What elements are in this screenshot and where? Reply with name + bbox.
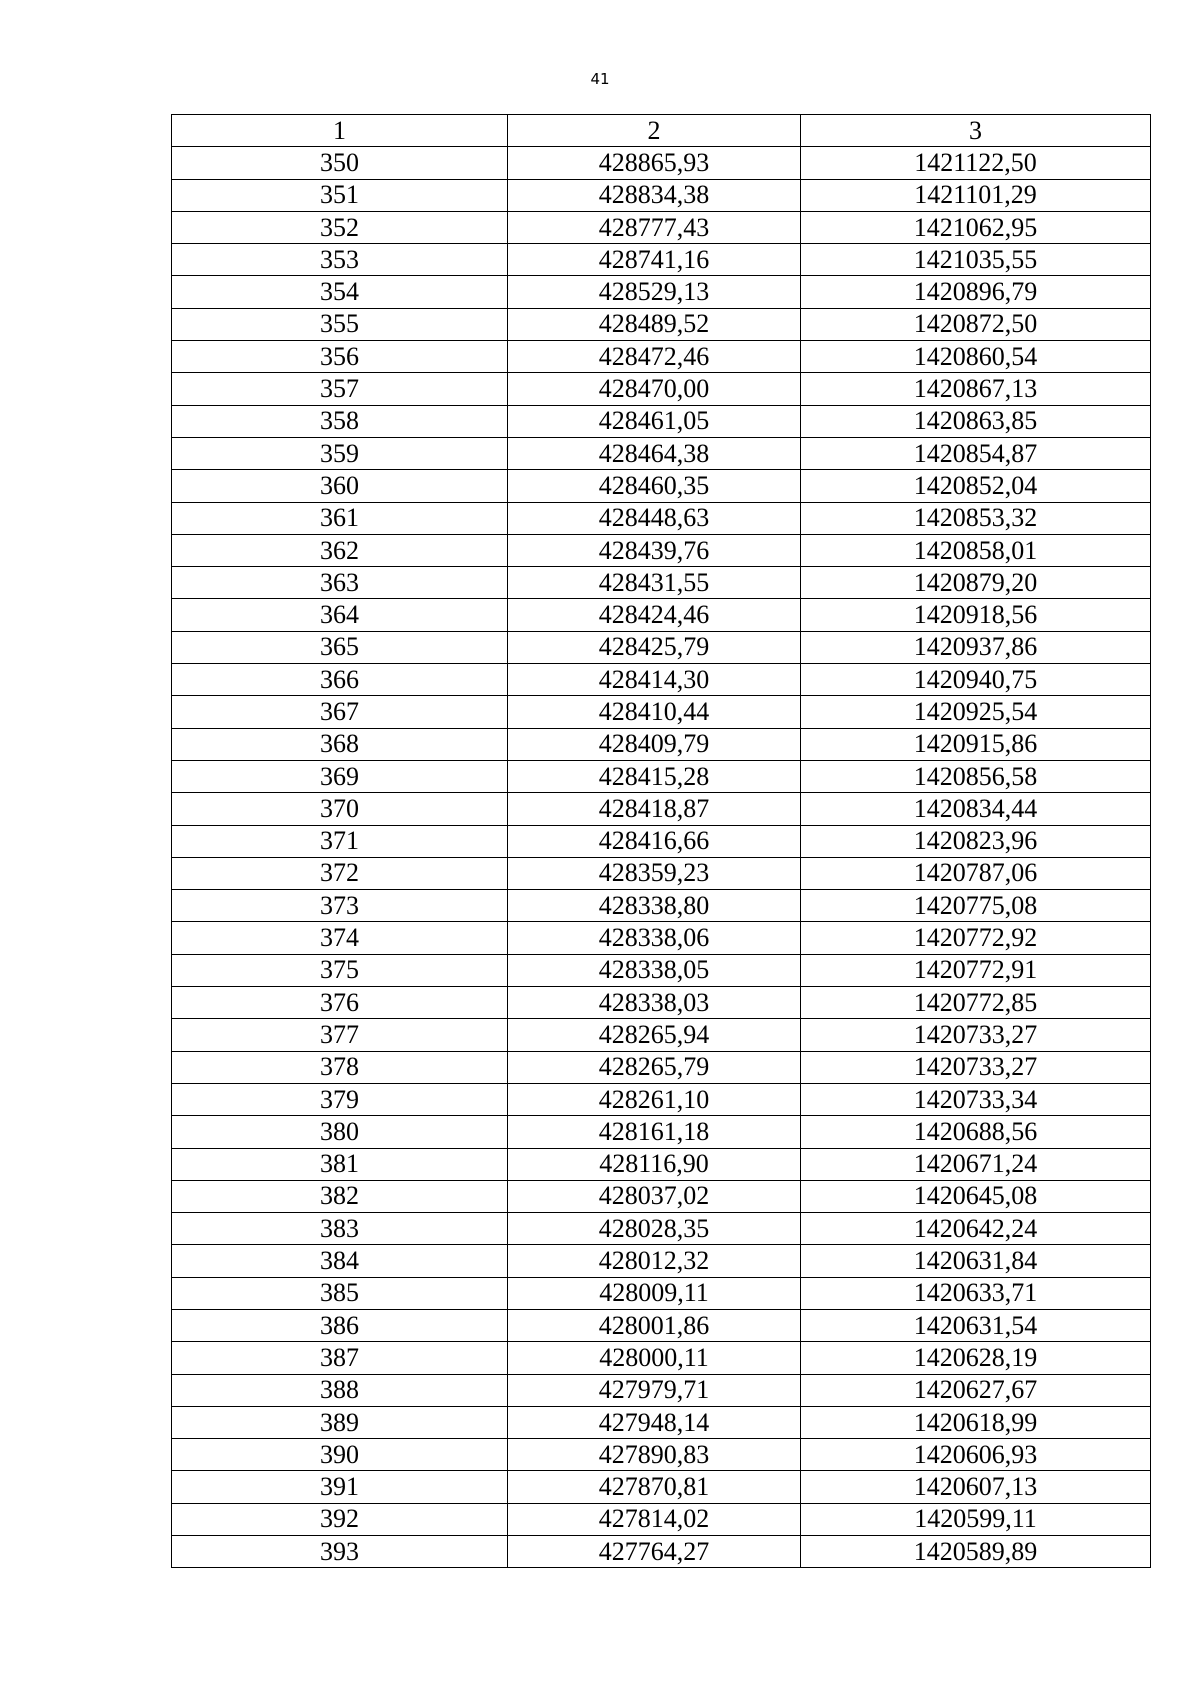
coordinate-x-cell: 428009,11 (508, 1277, 801, 1309)
coordinate-x-cell: 428529,13 (508, 276, 801, 308)
coordinate-y-cell: 1420856,58 (801, 760, 1151, 792)
coordinate-x-cell: 428416,66 (508, 825, 801, 857)
table-body (172, 147, 1151, 1568)
table-row (172, 1536, 1151, 1568)
point-number-cell: 390 (172, 1439, 508, 1471)
coordinate-x-cell: 428410,44 (508, 696, 801, 728)
coordinate-x-cell: 427948,14 (508, 1406, 801, 1438)
point-number-cell: 378 (172, 1051, 508, 1083)
coordinate-x-cell: 428470,00 (508, 373, 801, 405)
table-row (172, 470, 1151, 502)
coordinate-x-cell: 427870,81 (508, 1471, 801, 1503)
coordinate-x-cell: 428461,05 (508, 405, 801, 437)
coordinate-y-cell: 1420853,32 (801, 502, 1151, 534)
coordinate-x-cell: 428265,79 (508, 1051, 801, 1083)
coordinate-x-cell: 428028,35 (508, 1213, 801, 1245)
point-number-cell: 381 (172, 1148, 508, 1180)
point-number-cell: 366 (172, 664, 508, 696)
point-number-cell: 368 (172, 728, 508, 760)
coordinate-x-cell: 428424,46 (508, 599, 801, 631)
coordinate-y-cell: 1420772,92 (801, 922, 1151, 954)
coordinate-x-cell: 428001,86 (508, 1309, 801, 1341)
header-row (172, 115, 1151, 147)
table-row (172, 1309, 1151, 1341)
point-number-cell: 357 (172, 373, 508, 405)
table-row (172, 1342, 1151, 1374)
point-number-cell: 379 (172, 1083, 508, 1115)
point-number-cell: 389 (172, 1406, 508, 1438)
table-row (172, 793, 1151, 825)
coordinate-x-cell: 428865,93 (508, 147, 801, 179)
coordinate-y-cell: 1420915,86 (801, 728, 1151, 760)
coordinate-x-cell: 428439,76 (508, 534, 801, 566)
table-row (172, 1439, 1151, 1471)
coordinate-y-cell: 1420937,86 (801, 631, 1151, 663)
coordinate-x-cell: 427814,02 (508, 1503, 801, 1535)
point-number-cell: 367 (172, 696, 508, 728)
point-number-cell: 350 (172, 147, 508, 179)
coordinate-y-cell: 1420772,91 (801, 954, 1151, 986)
coordinate-y-cell: 1420631,84 (801, 1245, 1151, 1277)
point-number-cell: 365 (172, 631, 508, 663)
coordinate-y-cell: 1420858,01 (801, 534, 1151, 566)
table-row (172, 502, 1151, 534)
table-row (172, 1406, 1151, 1438)
table-row (172, 1245, 1151, 1277)
point-number-cell: 383 (172, 1213, 508, 1245)
point-number-cell: 382 (172, 1180, 508, 1212)
table-row (172, 890, 1151, 922)
point-number-cell: 388 (172, 1374, 508, 1406)
coordinate-y-cell: 1420867,13 (801, 373, 1151, 405)
table-row (172, 631, 1151, 663)
page-number: 41 (590, 70, 610, 88)
coordinate-y-cell: 1420775,08 (801, 890, 1151, 922)
point-number-cell: 374 (172, 922, 508, 954)
coordinate-y-cell: 1420628,19 (801, 1342, 1151, 1374)
coordinate-x-cell: 428000,11 (508, 1342, 801, 1374)
point-number-cell: 359 (172, 437, 508, 469)
point-number-cell: 370 (172, 793, 508, 825)
point-number-cell: 384 (172, 1245, 508, 1277)
coordinates-table (171, 114, 1151, 1568)
table-row (172, 1083, 1151, 1115)
table-row (172, 696, 1151, 728)
table-row (172, 1277, 1151, 1309)
coordinate-x-cell: 427764,27 (508, 1536, 801, 1568)
coordinate-x-cell: 428415,28 (508, 760, 801, 792)
point-number-cell: 371 (172, 825, 508, 857)
coordinate-y-cell: 1420854,87 (801, 437, 1151, 469)
table-row (172, 922, 1151, 954)
coordinate-x-cell: 427890,83 (508, 1439, 801, 1471)
coordinate-x-cell: 428741,16 (508, 244, 801, 276)
coordinate-x-cell: 428414,30 (508, 664, 801, 696)
point-number-cell: 352 (172, 211, 508, 243)
point-number-cell: 369 (172, 760, 508, 792)
point-number-cell: 360 (172, 470, 508, 502)
point-number-cell: 377 (172, 1019, 508, 1051)
coordinate-y-cell: 1420925,54 (801, 696, 1151, 728)
point-number-cell: 354 (172, 276, 508, 308)
coordinate-y-cell: 1420940,75 (801, 664, 1151, 696)
table-row (172, 954, 1151, 986)
coordinate-y-cell: 1420688,56 (801, 1116, 1151, 1148)
coordinate-y-cell: 1420823,96 (801, 825, 1151, 857)
column-header-1: 1 (172, 115, 508, 147)
table-row (172, 567, 1151, 599)
coordinate-x-cell: 427979,71 (508, 1374, 801, 1406)
table-row (172, 1374, 1151, 1406)
coordinate-y-cell: 1420787,06 (801, 857, 1151, 889)
table-header (172, 115, 1151, 147)
coordinate-y-cell: 1420879,20 (801, 567, 1151, 599)
coordinate-y-cell: 1420645,08 (801, 1180, 1151, 1212)
coordinate-y-cell: 1420633,71 (801, 1277, 1151, 1309)
coordinate-x-cell: 428834,38 (508, 179, 801, 211)
table-row (172, 664, 1151, 696)
table-row (172, 987, 1151, 1019)
coordinate-x-cell: 428777,43 (508, 211, 801, 243)
table-row (172, 308, 1151, 340)
point-number-cell: 375 (172, 954, 508, 986)
coordinate-x-cell: 428116,90 (508, 1148, 801, 1180)
point-number-cell: 363 (172, 567, 508, 599)
point-number-cell: 355 (172, 308, 508, 340)
coordinate-x-cell: 428338,06 (508, 922, 801, 954)
point-number-cell: 387 (172, 1342, 508, 1374)
table-row (172, 1180, 1151, 1212)
table-row (172, 1213, 1151, 1245)
table-row (172, 341, 1151, 373)
coordinate-x-cell: 428338,05 (508, 954, 801, 986)
table-row (172, 437, 1151, 469)
point-number-cell: 358 (172, 405, 508, 437)
coordinate-x-cell: 428460,35 (508, 470, 801, 502)
point-number-cell: 392 (172, 1503, 508, 1535)
coordinate-y-cell: 1421101,29 (801, 179, 1151, 211)
coordinate-x-cell: 428338,03 (508, 987, 801, 1019)
coordinate-y-cell: 1420918,56 (801, 599, 1151, 631)
table-row (172, 276, 1151, 308)
coordinate-y-cell: 1420642,24 (801, 1213, 1151, 1245)
table-row (172, 179, 1151, 211)
table-row (172, 1148, 1151, 1180)
coordinate-y-cell: 1420627,67 (801, 1374, 1151, 1406)
coordinate-y-cell: 1420618,99 (801, 1406, 1151, 1438)
table-row (172, 1503, 1151, 1535)
table-row (172, 728, 1151, 760)
coordinate-y-cell: 1420733,27 (801, 1019, 1151, 1051)
point-number-cell: 393 (172, 1536, 508, 1568)
coordinate-x-cell: 428431,55 (508, 567, 801, 599)
coordinate-x-cell: 428425,79 (508, 631, 801, 663)
table-row (172, 1471, 1151, 1503)
point-number-cell: 373 (172, 890, 508, 922)
table-row (172, 373, 1151, 405)
coordinate-x-cell: 428489,52 (508, 308, 801, 340)
coordinate-y-cell: 1420589,89 (801, 1536, 1151, 1568)
coordinate-x-cell: 428338,80 (508, 890, 801, 922)
point-number-cell: 361 (172, 502, 508, 534)
coordinate-x-cell: 428409,79 (508, 728, 801, 760)
table-row (172, 857, 1151, 889)
table-row (172, 147, 1151, 179)
table-row (172, 760, 1151, 792)
table-row (172, 1116, 1151, 1148)
coordinate-y-cell: 1420872,50 (801, 308, 1151, 340)
column-header-3: 3 (801, 115, 1151, 147)
point-number-cell: 362 (172, 534, 508, 566)
table-row (172, 211, 1151, 243)
table-row (172, 1019, 1151, 1051)
table-row (172, 534, 1151, 566)
column-header-2: 2 (508, 115, 801, 147)
coordinate-y-cell: 1420606,93 (801, 1439, 1151, 1471)
point-number-cell: 380 (172, 1116, 508, 1148)
coordinate-y-cell: 1420607,13 (801, 1471, 1151, 1503)
coordinate-x-cell: 428359,23 (508, 857, 801, 889)
coordinate-x-cell: 428472,46 (508, 341, 801, 373)
table-row (172, 244, 1151, 276)
coordinate-y-cell: 1420733,34 (801, 1083, 1151, 1115)
coordinate-y-cell: 1420599,11 (801, 1503, 1151, 1535)
coordinate-y-cell: 1421122,50 (801, 147, 1151, 179)
coordinate-x-cell: 428448,63 (508, 502, 801, 534)
table-row (172, 1051, 1151, 1083)
coordinate-y-cell: 1421035,55 (801, 244, 1151, 276)
point-number-cell: 356 (172, 341, 508, 373)
coordinate-x-cell: 428037,02 (508, 1180, 801, 1212)
coordinate-y-cell: 1420863,85 (801, 405, 1151, 437)
point-number-cell: 385 (172, 1277, 508, 1309)
coordinate-y-cell: 1420772,85 (801, 987, 1151, 1019)
table-row (172, 825, 1151, 857)
coordinate-y-cell: 1421062,95 (801, 211, 1151, 243)
point-number-cell: 391 (172, 1471, 508, 1503)
coordinate-y-cell: 1420631,54 (801, 1309, 1151, 1341)
coordinate-x-cell: 428012,32 (508, 1245, 801, 1277)
point-number-cell: 372 (172, 857, 508, 889)
coordinate-x-cell: 428464,38 (508, 437, 801, 469)
coordinate-y-cell: 1420852,04 (801, 470, 1151, 502)
coordinate-x-cell: 428261,10 (508, 1083, 801, 1115)
coordinate-y-cell: 1420834,44 (801, 793, 1151, 825)
coordinate-y-cell: 1420671,24 (801, 1148, 1151, 1180)
point-number-cell: 386 (172, 1309, 508, 1341)
point-number-cell: 353 (172, 244, 508, 276)
coordinate-x-cell: 428265,94 (508, 1019, 801, 1051)
point-number-cell: 376 (172, 987, 508, 1019)
coordinate-y-cell: 1420860,54 (801, 341, 1151, 373)
table-row (172, 405, 1151, 437)
coordinate-y-cell: 1420733,27 (801, 1051, 1151, 1083)
coordinate-x-cell: 428161,18 (508, 1116, 801, 1148)
table-row (172, 599, 1151, 631)
coordinate-y-cell: 1420896,79 (801, 276, 1151, 308)
point-number-cell: 351 (172, 179, 508, 211)
coordinate-x-cell: 428418,87 (508, 793, 801, 825)
point-number-cell: 364 (172, 599, 508, 631)
